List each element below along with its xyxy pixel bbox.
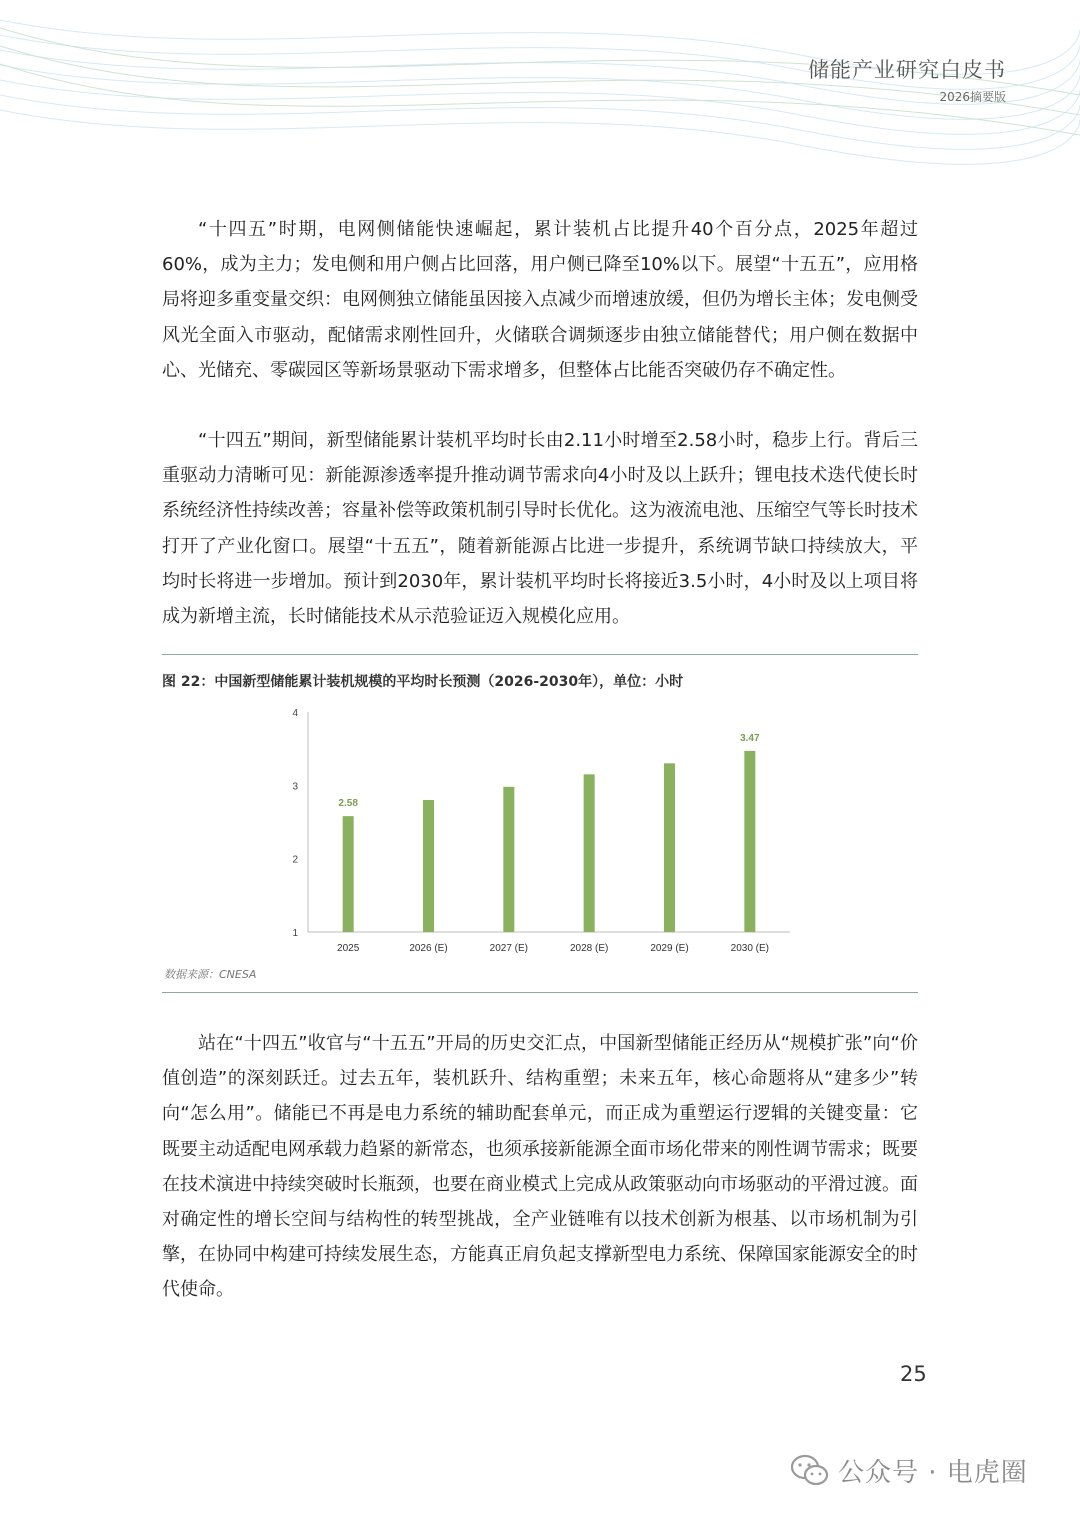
chart-bar [744, 751, 755, 932]
x-tick-label: 2029 (E) [650, 943, 689, 954]
figure-bottom-rule [162, 992, 918, 993]
chart-bar [423, 800, 434, 932]
wechat-icon [790, 1454, 830, 1488]
y-tick-label: 3 [292, 781, 298, 793]
bar-data-label: 2.58 [338, 798, 358, 810]
chart-bar [664, 763, 675, 932]
page-number: 25 [900, 1362, 927, 1386]
x-tick-label: 2030 (E) [730, 943, 770, 954]
y-tick-label: 1 [292, 928, 298, 939]
figure-caption: 图 22：中国新型储能累计装机规模的平均时长预测（2026-2030年），单位：小时 [162, 674, 684, 690]
x-tick-label: 2026 (E) [409, 943, 448, 954]
figure-top-rule [162, 654, 918, 655]
paragraph-2: “十四五”期间，新型储能累计装机平均时长由2.11小时增至2.58小时，稳步上行。背后三重驱动力清晰可见：新能源渗透率提升推动调节需求向4小时及以上跃升；锂电技术迭代使长时系统经济性持续改善；容量补偿等政策机制引导时长优化。这为液流电池、压缩空气等长时技术打开了产业化窗口。展望“十五五”，随着新能源占比进一步提升，系统调节缺口持续放大，平均时长将进一步增加。预计到2030年，累计装机平均时长将接近3.5小时，4小时及以上项目将成为新增主流，长时储能技术从示范验证迈入规模化应用。 [162, 430, 918, 628]
paragraph-3: 站在“十四五”收官与“十五五”开局的历史交汇点，中国新型储能正经历从“规模扩张”向“价值创造”的深刻跃迁。过去五年，装机跃升、结构重塑；未来五年，核心命题将从“建多少”转向“怎么用”。储能已不再是电力系统的辅助配套单元，而正成为重塑运行逻辑的关键变量：它既要主动适配电网承载力趋紧的新常态，也须承接新能源全面市场化带来的刚性调节需求；既要在技术演进中持续突破时长瓶颈，也要在商业模式上完成从政策驱动向市场驱动的平滑过渡。面对确定性的增长空间与结构性的转型挑战，全产业链唯有以技术创新为根基、以市场机制为引擎，在协同中构建可持续发展生态，方能真正肩负起支撑新型电力系统、保障国家能源安全的时代使命。 [162, 1033, 918, 1301]
footer-account-name: 公众号 · 电虎圈 [838, 1458, 1028, 1488]
report-edition: 2026摘要版 [939, 90, 1006, 104]
x-tick-label: 2027 (E) [489, 943, 529, 954]
x-tick-label: 2025 [337, 943, 360, 954]
bar-chart [270, 700, 810, 965]
header-wave-decoration [0, 0, 1080, 230]
paragraph-1: “十四五”时期，电网侧储能快速崛起，累计装机占比提升40个百分点，2025年超过60%，成为主力；发电侧和用户侧占比回落，用户侧已降至10%以下。展望“十五五”，应用格局将迎多重变量交织：电网侧独立储能虽因接入点减少而增速放缓，但仍为增长主体；发电侧受风光全面入市驱动，配储需求刚性回升，火储联合调频逐步由独立储能替代；用户侧在数据中心、光储充、零碳园区等新场景驱动下需求增多，但整体占比能否突破仍存不确定性。 [162, 219, 918, 381]
chart-bar [343, 816, 354, 932]
y-tick-label: 4 [292, 708, 298, 719]
data-source: 数据来源：CNESA [164, 968, 257, 981]
chart-bar [584, 774, 595, 932]
running-header [808, 56, 1006, 105]
bar-data-label: 3.47 [740, 732, 760, 744]
footer-watermark [790, 1452, 1028, 1489]
chart-bar [503, 787, 514, 932]
report-title: 储能产业研究白皮书 [808, 58, 1006, 82]
chart-axes [292, 708, 790, 939]
chart-labels [337, 733, 769, 954]
chart-bars [343, 751, 756, 932]
y-tick-label: 2 [292, 854, 298, 866]
x-tick-label: 2028 (E) [569, 943, 609, 954]
